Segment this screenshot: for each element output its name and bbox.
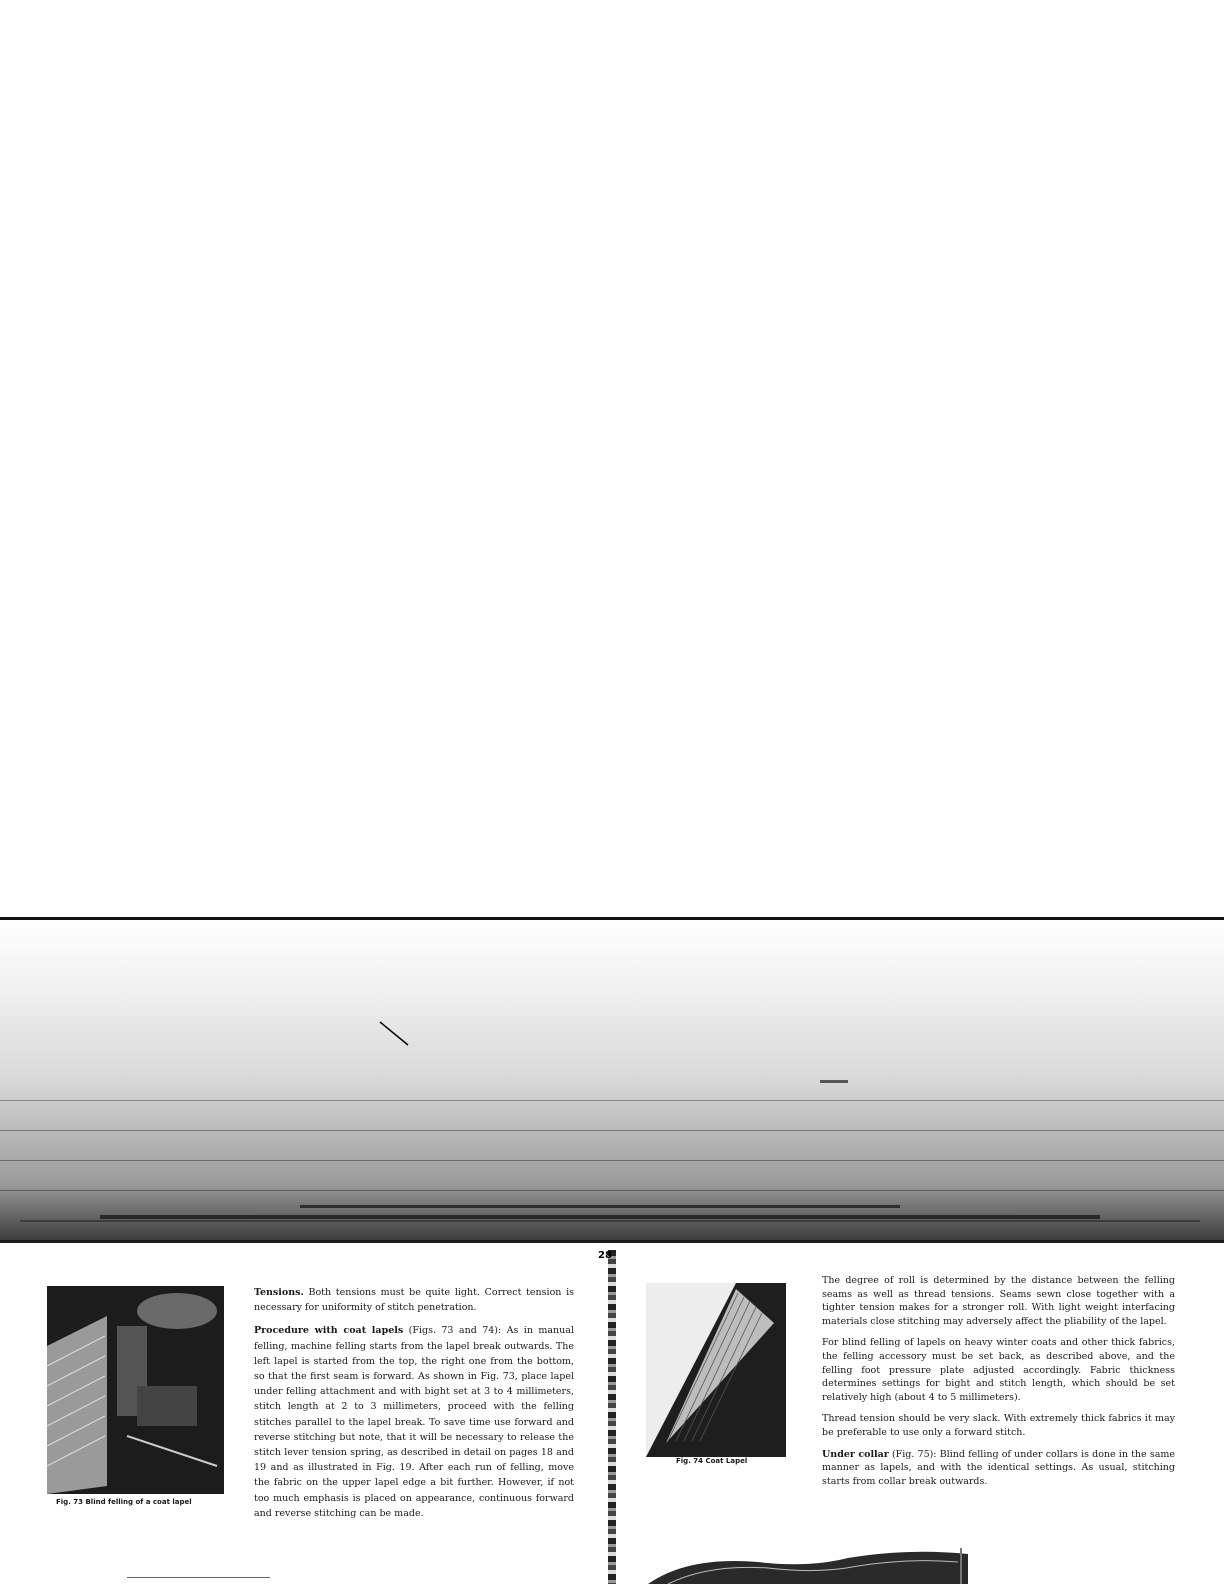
heavy-coats-paragraph: For blind felling of lapels on heavy winter coats and other thick fabrics, the felling accessory must be set back, as described above, and the felling foot pressure plate adjusted accordingly. Fabric thickness determines settings for bight and stitch length, which should be set relatively high (about 4 to 5 millimeters).	[822, 1337, 1175, 1403]
scan-noise-band	[0, 920, 1224, 1242]
fig75-photo-partial	[648, 1548, 968, 1584]
fig74-photo	[646, 1283, 786, 1457]
blue-underline-mark	[127, 1577, 270, 1578]
fig73-photo	[47, 1286, 224, 1494]
right-column	[822, 1274, 1175, 1496]
under-collar-heading: Under collar	[822, 1448, 889, 1460]
procedure-paragraph: Procedure with coat lapels (Figs. 73 and 74): As in manual felling, machine felling starts from the lapel break outwards. The left lapel is started from the top, the right one from the bottom, so that the first seam is forward. As shown in Fig. 73, place lapel under felling attachment and with bight set at 3 to 4 millimeters, stitch length at 2 to 3 millimeters, proceed with the felling stitches parallel to the lapel break. To save time use forward and reverse stitching but note, that it will be necessary to release the stitch lever tension spring, as described in detail on pages 18 and 19 and as illustrated in Fig. 19. After each run of felling, move the fabric on the upper lapel edge a bit further. However, if not too much emphasis is placed on appearance, continuous forward and reverse stitching can be made.	[254, 1325, 574, 1519]
tensions-paragraph: Tensions. Both tensions must be quite light. Correct tension is necessary for uniformity of stitch penetration.	[254, 1287, 574, 1314]
under-collar-paragraph: Under collar (Fig. 75): Blind felling of under collars is done in the same manner as lapels, and with the identical settings. As usual, stitching starts from collar break outwards.	[822, 1448, 1175, 1487]
thread-tension-paragraph: Thread tension should be very slack. With extremely thick fabrics it may be preferable to use only a forward stitch.	[822, 1413, 1175, 1438]
bottom-rule	[0, 1240, 1224, 1243]
procedure-heading: Procedure with coat lapels	[254, 1325, 404, 1337]
page-number: 28	[598, 1250, 612, 1261]
tensions-heading: Tensions.	[254, 1287, 304, 1298]
left-column	[254, 1285, 574, 1529]
book-gutter	[608, 1250, 616, 1584]
roll-paragraph: The degree of roll is determined by the distance between the felling seams as well as thread tensions. Seams sewn close together with a tighter tension makes for a stronger roll. With light weight interfacing materials close stitching may adversely affect the pliability of the lapel.	[822, 1275, 1175, 1327]
fig74-caption: Fig. 74 Coat Lapel	[676, 1457, 748, 1465]
fig73-caption: Fig. 73 Blind felling of a coat lapel	[56, 1498, 192, 1506]
